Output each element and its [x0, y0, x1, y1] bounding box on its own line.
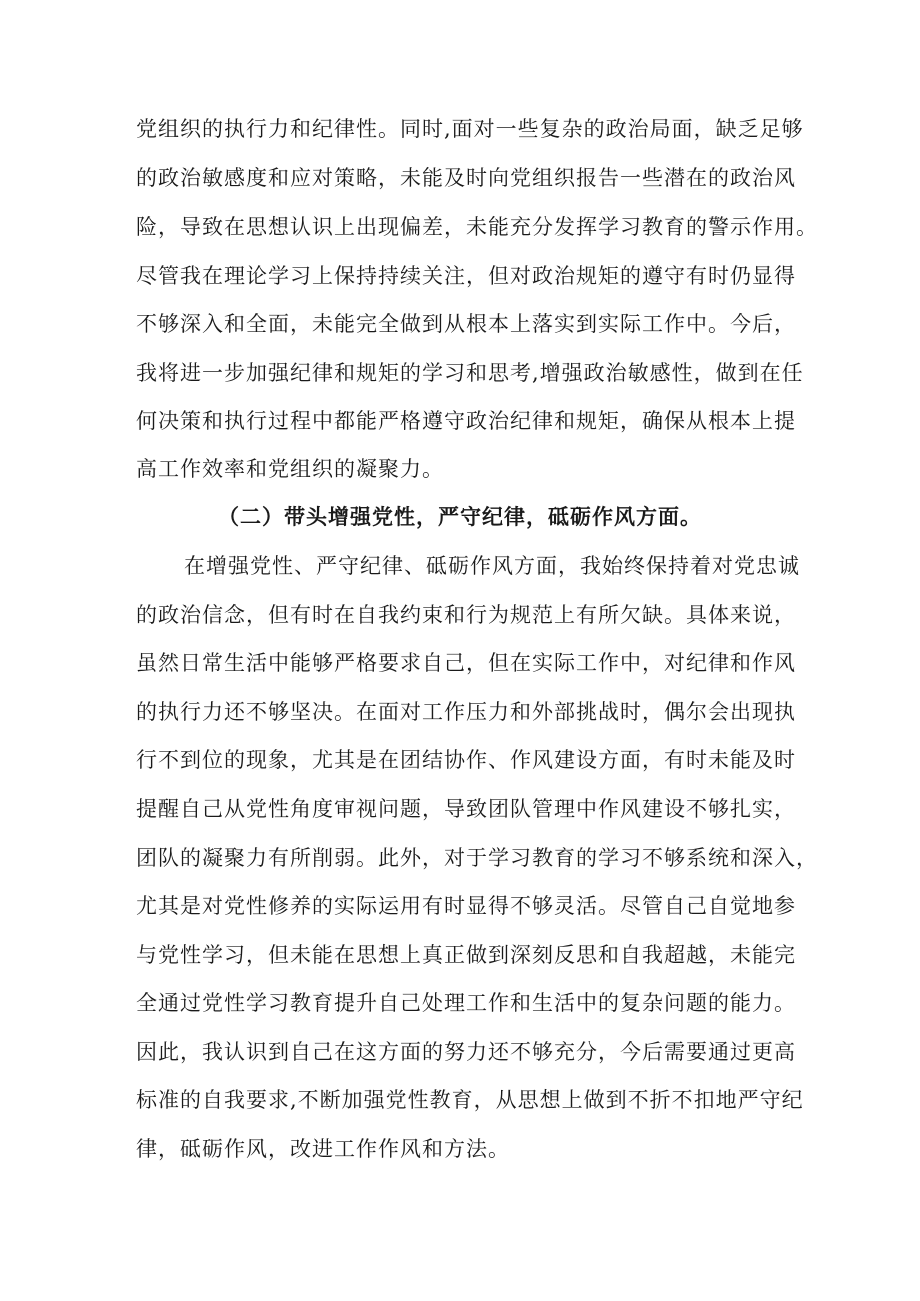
- paragraph-line: 全通过党性学习教育提升自己处理工作和生活中的复杂问题的能力。: [136, 991, 796, 1015]
- paragraph-line: 因此，我认识到自己在这方面的努力还不够充分，今后需要通过更高: [136, 1040, 796, 1064]
- paragraph-line: 的执行力还不够坚决。在面对工作压力和外部挑战时，偶尔会出现执: [136, 700, 796, 724]
- paragraph-line: 不够深入和全面，未能完全做到从根本上落实到实际工作中。今后，: [136, 312, 796, 336]
- paragraph-line: 的政治敏感度和应对策略，未能及时向党组织报告一些潜在的政治风: [136, 166, 796, 190]
- paragraph-line: 党组织的执行力和纪律性。同时,面对一些复杂的政治局面，缺乏足够: [136, 117, 804, 141]
- paragraph-line: 提醒自己从党性角度审视问题，导致团队管理中作风建设不够扎实，: [136, 797, 796, 821]
- paragraph-line: 标准的自我要求,不断加强党性教育，从思想上做到不折不扣地严守纪: [136, 1088, 804, 1112]
- paragraph-line: 团队的凝聚力有所削弱。此外，对于学习教育的学习不够系统和深入，: [136, 846, 818, 870]
- section-heading: （二）带头增强党性，严守纪律，砥砺作风方面。: [218, 504, 702, 529]
- paragraph-line: 虽然日常生活中能够严格要求自己，但在实际工作中，对纪律和作风: [136, 651, 796, 675]
- paragraph-line: 的政治信念，但有时在自我约束和行为规范上有所欠缺。具体来说，: [136, 603, 796, 627]
- paragraph-line: 高工作效率和党组织的凝聚力。: [136, 457, 444, 481]
- paragraph-line: 我将进一步加强纪律和规矩的学习和思考,增强政治敏感性，做到在任: [136, 361, 804, 385]
- paragraph-line: 行不到位的现象，尤其是在团结协作、作风建设方面，有时未能及时: [136, 748, 796, 772]
- paragraph-line: 律，砥砺作风，改进工作作风和方法。: [136, 1137, 510, 1161]
- paragraph-line: 险，导致在思想认识上出现偏差，未能充分发挥学习教育的警示作用。: [136, 215, 818, 239]
- paragraph-line: 尽管我在理论学习上保持持续关注，但对政治规矩的遵守有时仍显得: [136, 264, 796, 288]
- paragraph-line: 尤其是对党性修养的实际运用有时显得不够灵活。尽管自己自觉地参: [136, 894, 796, 918]
- paragraph-line: 与党性学习，但未能在思想上真正做到深刻反思和自我超越，未能完: [136, 943, 796, 967]
- paragraph-line: 在增强党性、严守纪律、砥砺作风方面，我始终保持着对党忠诚: [184, 554, 800, 578]
- paragraph-line: 何决策和执行过程中都能严格遵守政治纪律和规矩，确保从根本上提: [136, 409, 796, 433]
